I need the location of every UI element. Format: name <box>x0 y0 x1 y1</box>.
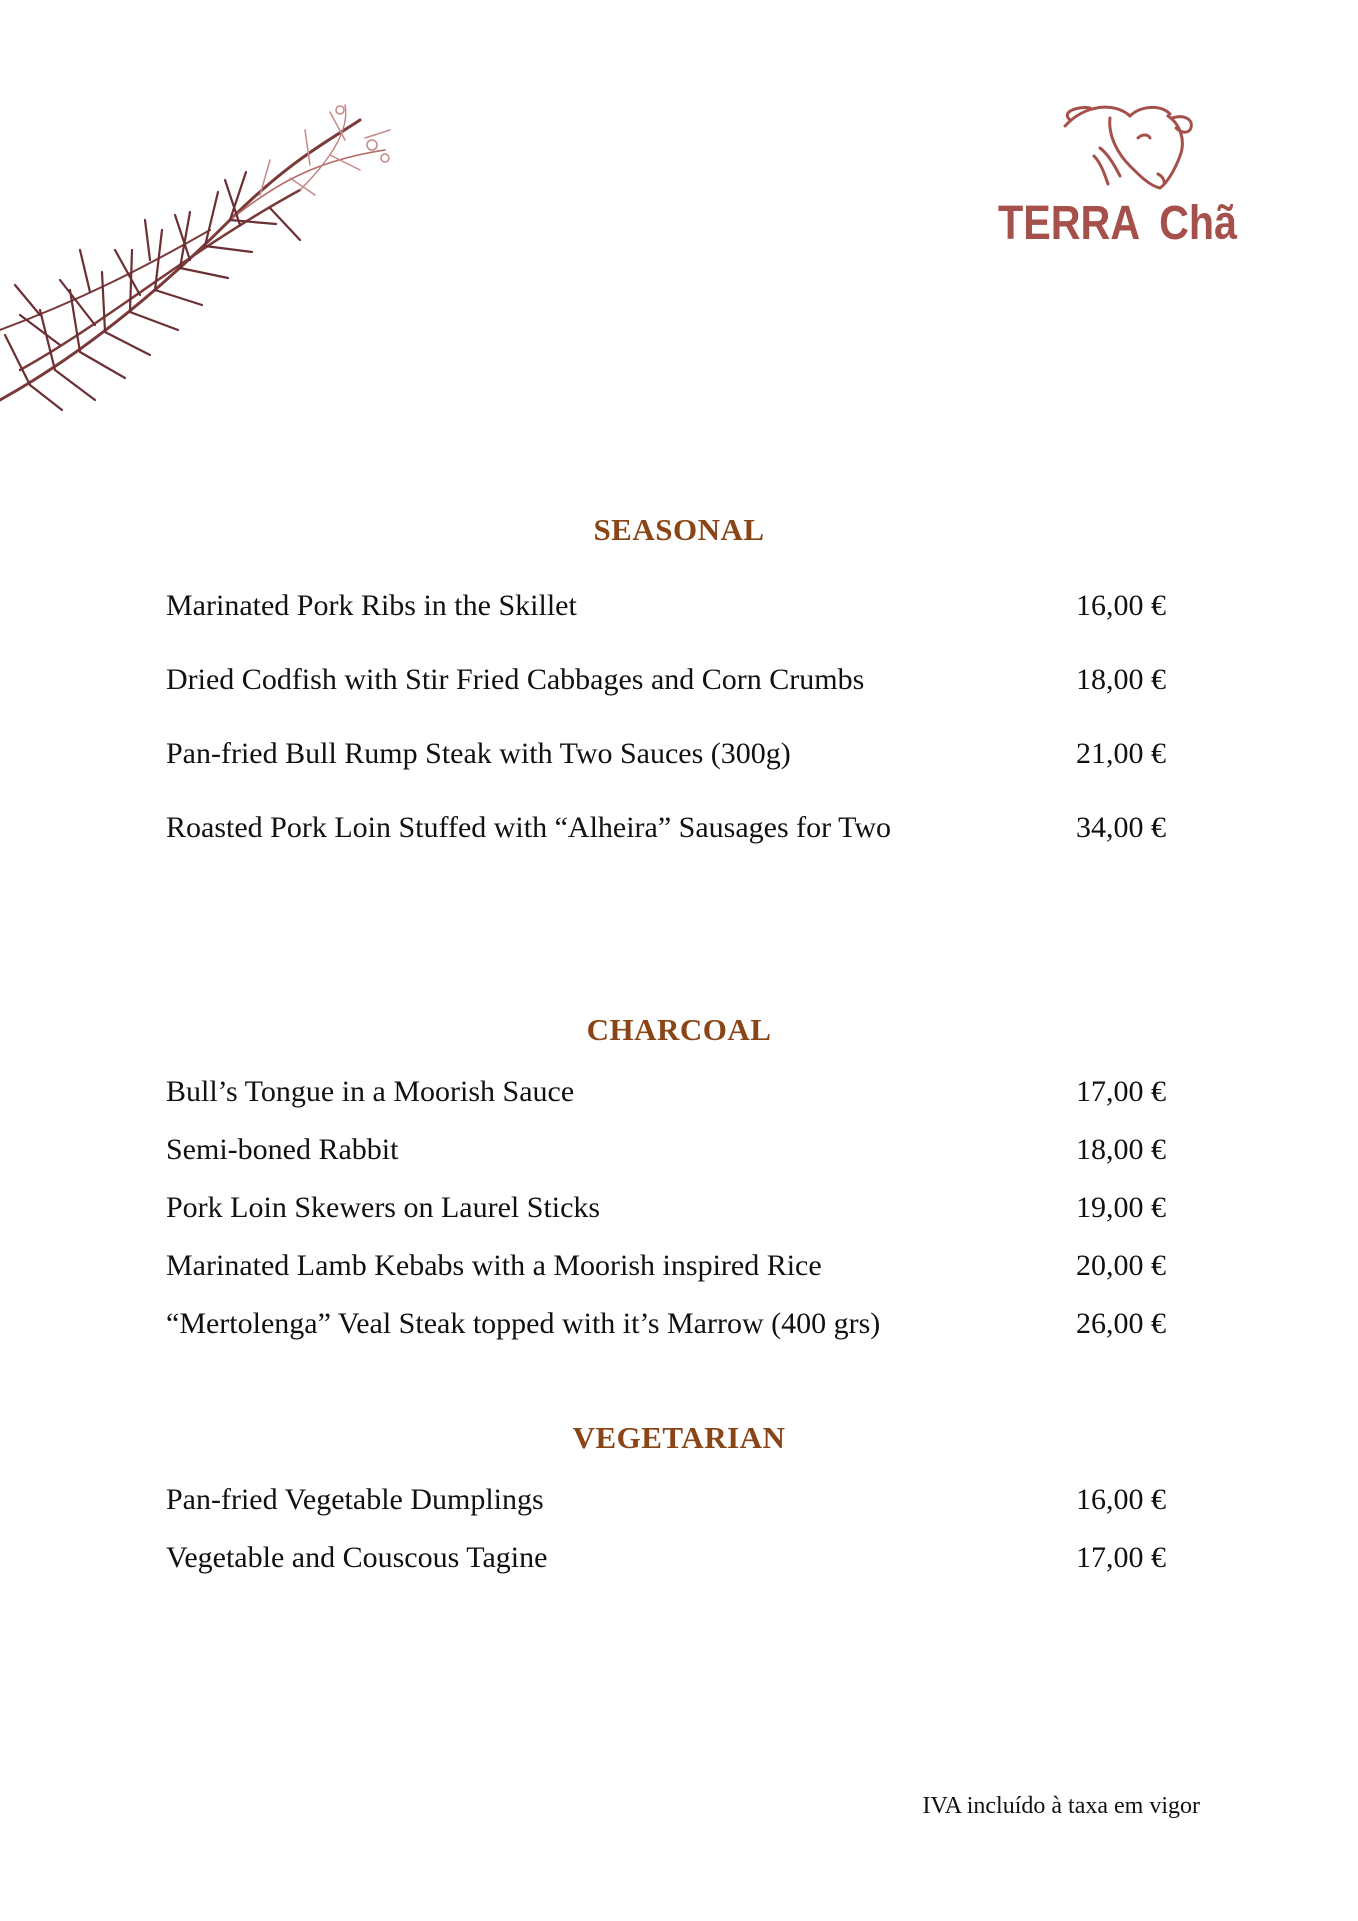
menu-item <box>166 808 1198 848</box>
menu-item-price: 17,00 € <box>1076 1541 1166 1574</box>
menu-item <box>166 660 1198 700</box>
menu-item-name: Marinated Lamb Kebabs with a Moorish inspired Rice <box>166 1249 822 1282</box>
menu-item <box>166 1538 1198 1578</box>
goat-head-icon <box>990 96 1290 196</box>
brand-word-terra: TERRA <box>998 197 1141 250</box>
tax-note: IVA incluído à taxa em vigor <box>922 1793 1200 1819</box>
menu-item-price: 26,00 € <box>1076 1307 1166 1340</box>
menu-item <box>166 1188 1198 1228</box>
section-title-vegetarian: VEGETARIAN <box>572 1420 786 1455</box>
menu-item-name: Pork Loin Skewers on Laurel Sticks <box>166 1191 601 1224</box>
menu-item <box>166 1480 1198 1520</box>
menu-item-price: 17,00 € <box>1076 1075 1166 1108</box>
menu-item-name: Dried Codfish with Stir Fried Cabbages and Corn Crumbs <box>166 663 865 696</box>
terra-cha-logo <box>990 96 1290 266</box>
menu-item-price: 18,00 € <box>1076 663 1166 696</box>
menu-item <box>166 1130 1198 1170</box>
section-title-seasonal: SEASONAL <box>593 512 765 547</box>
menu-item-price: 34,00 € <box>1076 811 1166 844</box>
menu-item-name: Vegetable and Couscous Tagine <box>166 1541 548 1574</box>
rosemary-sprig-illustration <box>0 100 400 420</box>
menu-item <box>166 1246 1198 1286</box>
section-title-charcoal: CHARCOAL <box>586 1012 772 1047</box>
menu-item-name: Bull’s Tongue in a Moorish Sauce <box>166 1075 575 1108</box>
menu-item-name: Roasted Pork Loin Stuffed with “Alheira” Sausages for Two <box>166 811 891 844</box>
menu-item <box>166 734 1198 774</box>
menu-item-price: 16,00 € <box>1076 589 1166 622</box>
menu-item-name: Pan-fried Bull Rump Steak with Two Sauces (300g) <box>166 737 791 770</box>
brand-wordmark <box>998 196 1237 251</box>
menu-item <box>166 1304 1198 1344</box>
menu-item-name: “Mertolenga” Veal Steak topped with it’s Marrow (400 grs) <box>166 1307 881 1340</box>
menu-item-price: 16,00 € <box>1076 1483 1166 1516</box>
menu-item-name: Semi-boned Rabbit <box>166 1133 399 1166</box>
menu-item-price: 20,00 € <box>1076 1249 1166 1282</box>
menu-item <box>166 1072 1198 1112</box>
menu-item <box>166 586 1198 626</box>
menu-item-price: 18,00 € <box>1076 1133 1166 1166</box>
menu-item-name: Marinated Pork Ribs in the Skillet <box>166 589 577 622</box>
brand-word-cha: Chã <box>1159 197 1238 250</box>
menu-item-price: 19,00 € <box>1076 1191 1166 1224</box>
menu-item-name: Pan-fried Vegetable Dumplings <box>166 1483 544 1516</box>
menu-item-price: 21,00 € <box>1076 737 1166 770</box>
